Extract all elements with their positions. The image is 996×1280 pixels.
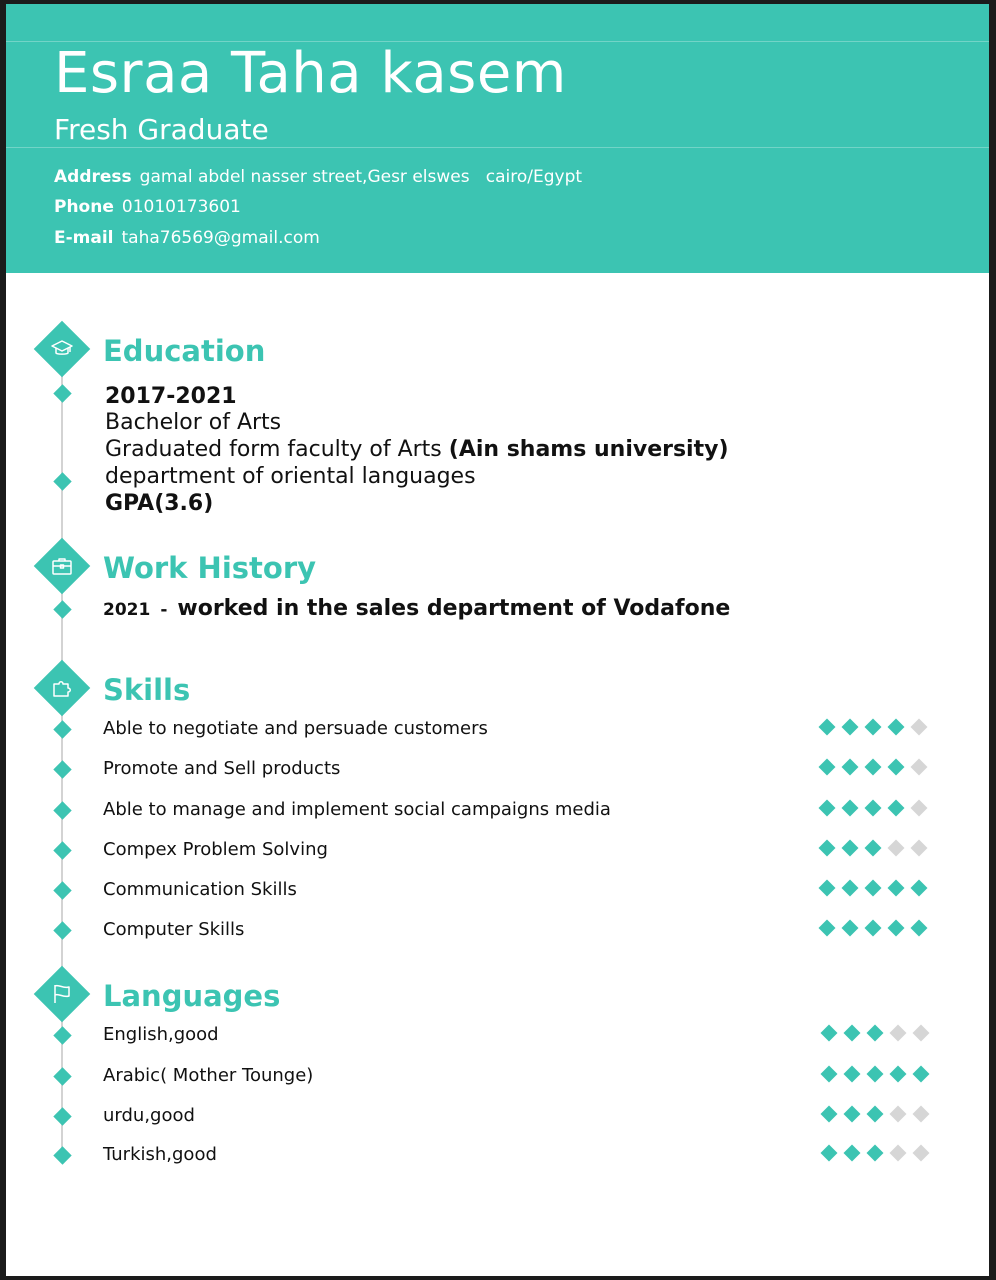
skills-title: Skills bbox=[103, 673, 191, 707]
language-label: urdu,good bbox=[103, 1105, 195, 1126]
timeline-dot bbox=[53, 600, 71, 618]
timeline-dot bbox=[53, 801, 71, 819]
rating-empty-diamond bbox=[913, 1025, 930, 1042]
rating-filled-diamond bbox=[911, 920, 928, 937]
language-label: Arabic( Mother Tounge) bbox=[103, 1065, 314, 1086]
rating-empty-diamond bbox=[911, 719, 928, 736]
work-separator: - bbox=[160, 600, 168, 620]
rating-filled-diamond bbox=[821, 1145, 838, 1162]
language-rating bbox=[823, 1066, 943, 1082]
rating-filled-diamond bbox=[867, 1145, 884, 1162]
skill-label: Communication Skills bbox=[103, 879, 297, 900]
contact-value: taha76569@gmail.com bbox=[121, 228, 320, 248]
briefcase-icon bbox=[34, 538, 91, 595]
rating-filled-diamond bbox=[867, 1025, 884, 1042]
rating-filled-diamond bbox=[867, 1066, 884, 1083]
skill-label: Computer Skills bbox=[103, 919, 245, 940]
rating-filled-diamond bbox=[865, 719, 882, 736]
rating-filled-diamond bbox=[888, 880, 905, 897]
rating-filled-diamond bbox=[821, 1106, 838, 1123]
rating-filled-diamond bbox=[913, 1066, 930, 1083]
rating-filled-diamond bbox=[844, 1025, 861, 1042]
timeline-dot bbox=[53, 921, 71, 939]
rating-filled-diamond bbox=[819, 759, 836, 776]
timeline-dot bbox=[53, 1026, 71, 1044]
contact-phone bbox=[54, 199, 241, 216]
language-rating bbox=[823, 1106, 943, 1122]
rating-filled-diamond bbox=[821, 1066, 838, 1083]
rating-filled-diamond bbox=[888, 719, 905, 736]
rating-filled-diamond bbox=[844, 1145, 861, 1162]
rating-filled-diamond bbox=[819, 840, 836, 857]
skill-rating bbox=[821, 759, 941, 775]
contact-value: 01010173601 bbox=[121, 197, 241, 217]
resume-header bbox=[6, 4, 989, 273]
resume-page bbox=[6, 4, 989, 1276]
candidate-title: Fresh Graduate bbox=[54, 113, 269, 146]
rating-filled-diamond bbox=[865, 920, 882, 937]
rating-filled-diamond bbox=[842, 880, 859, 897]
rating-filled-diamond bbox=[819, 880, 836, 897]
rating-empty-diamond bbox=[888, 840, 905, 857]
timeline-dot bbox=[53, 384, 71, 402]
timeline-dot bbox=[53, 760, 71, 778]
timeline-dot bbox=[53, 1107, 71, 1125]
rating-filled-diamond bbox=[865, 759, 882, 776]
skill-rating bbox=[821, 800, 941, 816]
rating-empty-diamond bbox=[911, 800, 928, 817]
rating-filled-diamond bbox=[819, 800, 836, 817]
puzzle-icon bbox=[34, 660, 91, 717]
rating-filled-diamond bbox=[865, 800, 882, 817]
rating-filled-diamond bbox=[888, 759, 905, 776]
graduation-cap-icon bbox=[34, 321, 91, 378]
skill-rating bbox=[821, 719, 941, 735]
rating-empty-diamond bbox=[890, 1025, 907, 1042]
rating-empty-diamond bbox=[890, 1145, 907, 1162]
rating-empty-diamond bbox=[913, 1106, 930, 1123]
education-years: 2017-2021 bbox=[105, 384, 237, 409]
languages-title: Languages bbox=[103, 979, 281, 1013]
education-department: department of oriental languages bbox=[105, 464, 476, 489]
timeline-dot bbox=[53, 472, 71, 490]
skill-label: Able to manage and implement social campaigns media bbox=[103, 799, 611, 820]
rating-filled-diamond bbox=[865, 880, 882, 897]
skill-label: Compex Problem Solving bbox=[103, 839, 328, 860]
education-degree: Bachelor of Arts bbox=[105, 410, 282, 435]
rating-filled-diamond bbox=[842, 719, 859, 736]
rating-filled-diamond bbox=[842, 920, 859, 937]
contact-email bbox=[54, 230, 320, 247]
rating-filled-diamond bbox=[842, 840, 859, 857]
language-rating bbox=[823, 1025, 943, 1041]
timeline-dot bbox=[53, 881, 71, 899]
skill-rating bbox=[821, 840, 941, 856]
rating-filled-diamond bbox=[867, 1106, 884, 1123]
rating-filled-diamond bbox=[888, 800, 905, 817]
work-year: 2021 bbox=[103, 600, 151, 620]
rating-filled-diamond bbox=[844, 1106, 861, 1123]
contact-value: gamal abdel nasser street,Gesr elswes cairo/Egypt bbox=[139, 167, 583, 187]
rating-filled-diamond bbox=[842, 800, 859, 817]
contact-label: Address bbox=[54, 167, 132, 187]
header-divider bbox=[6, 147, 989, 148]
rating-filled-diamond bbox=[819, 719, 836, 736]
contact-label: E-mail bbox=[54, 228, 114, 248]
rating-filled-diamond bbox=[865, 840, 882, 857]
rating-filled-diamond bbox=[911, 880, 928, 897]
rating-filled-diamond bbox=[821, 1025, 838, 1042]
language-label: Turkish,good bbox=[103, 1144, 217, 1165]
contact-address bbox=[54, 169, 582, 186]
timeline-dot bbox=[53, 1067, 71, 1085]
education-faculty: Graduated form faculty of Arts (Ain shams university) bbox=[105, 437, 729, 462]
education-title: Education bbox=[103, 334, 266, 368]
skill-rating bbox=[821, 880, 941, 896]
work-entry bbox=[103, 598, 730, 620]
rating-empty-diamond bbox=[913, 1145, 930, 1162]
education-gpa: GPA(3.6) bbox=[105, 491, 214, 516]
timeline-dot bbox=[53, 720, 71, 738]
contact-label: Phone bbox=[54, 197, 114, 217]
skill-label: Able to negotiate and persuade customers bbox=[103, 718, 488, 739]
rating-filled-diamond bbox=[888, 920, 905, 937]
rating-filled-diamond bbox=[819, 920, 836, 937]
rating-empty-diamond bbox=[911, 840, 928, 857]
rating-filled-diamond bbox=[890, 1066, 907, 1083]
rating-filled-diamond bbox=[842, 759, 859, 776]
rating-filled-diamond bbox=[844, 1066, 861, 1083]
work-description: worked in the sales department of Vodafone bbox=[177, 596, 731, 621]
work-history-title: Work History bbox=[103, 551, 317, 585]
skill-label: Promote and Sell products bbox=[103, 758, 341, 779]
timeline-dot bbox=[53, 1146, 71, 1164]
flag-icon bbox=[34, 966, 91, 1023]
language-rating bbox=[823, 1145, 943, 1161]
rating-empty-diamond bbox=[890, 1106, 907, 1123]
skill-rating bbox=[821, 920, 941, 936]
timeline-dot bbox=[53, 841, 71, 859]
rating-empty-diamond bbox=[911, 759, 928, 776]
language-label: English,good bbox=[103, 1024, 219, 1045]
candidate-name: Esraa Taha kasem bbox=[54, 41, 567, 106]
